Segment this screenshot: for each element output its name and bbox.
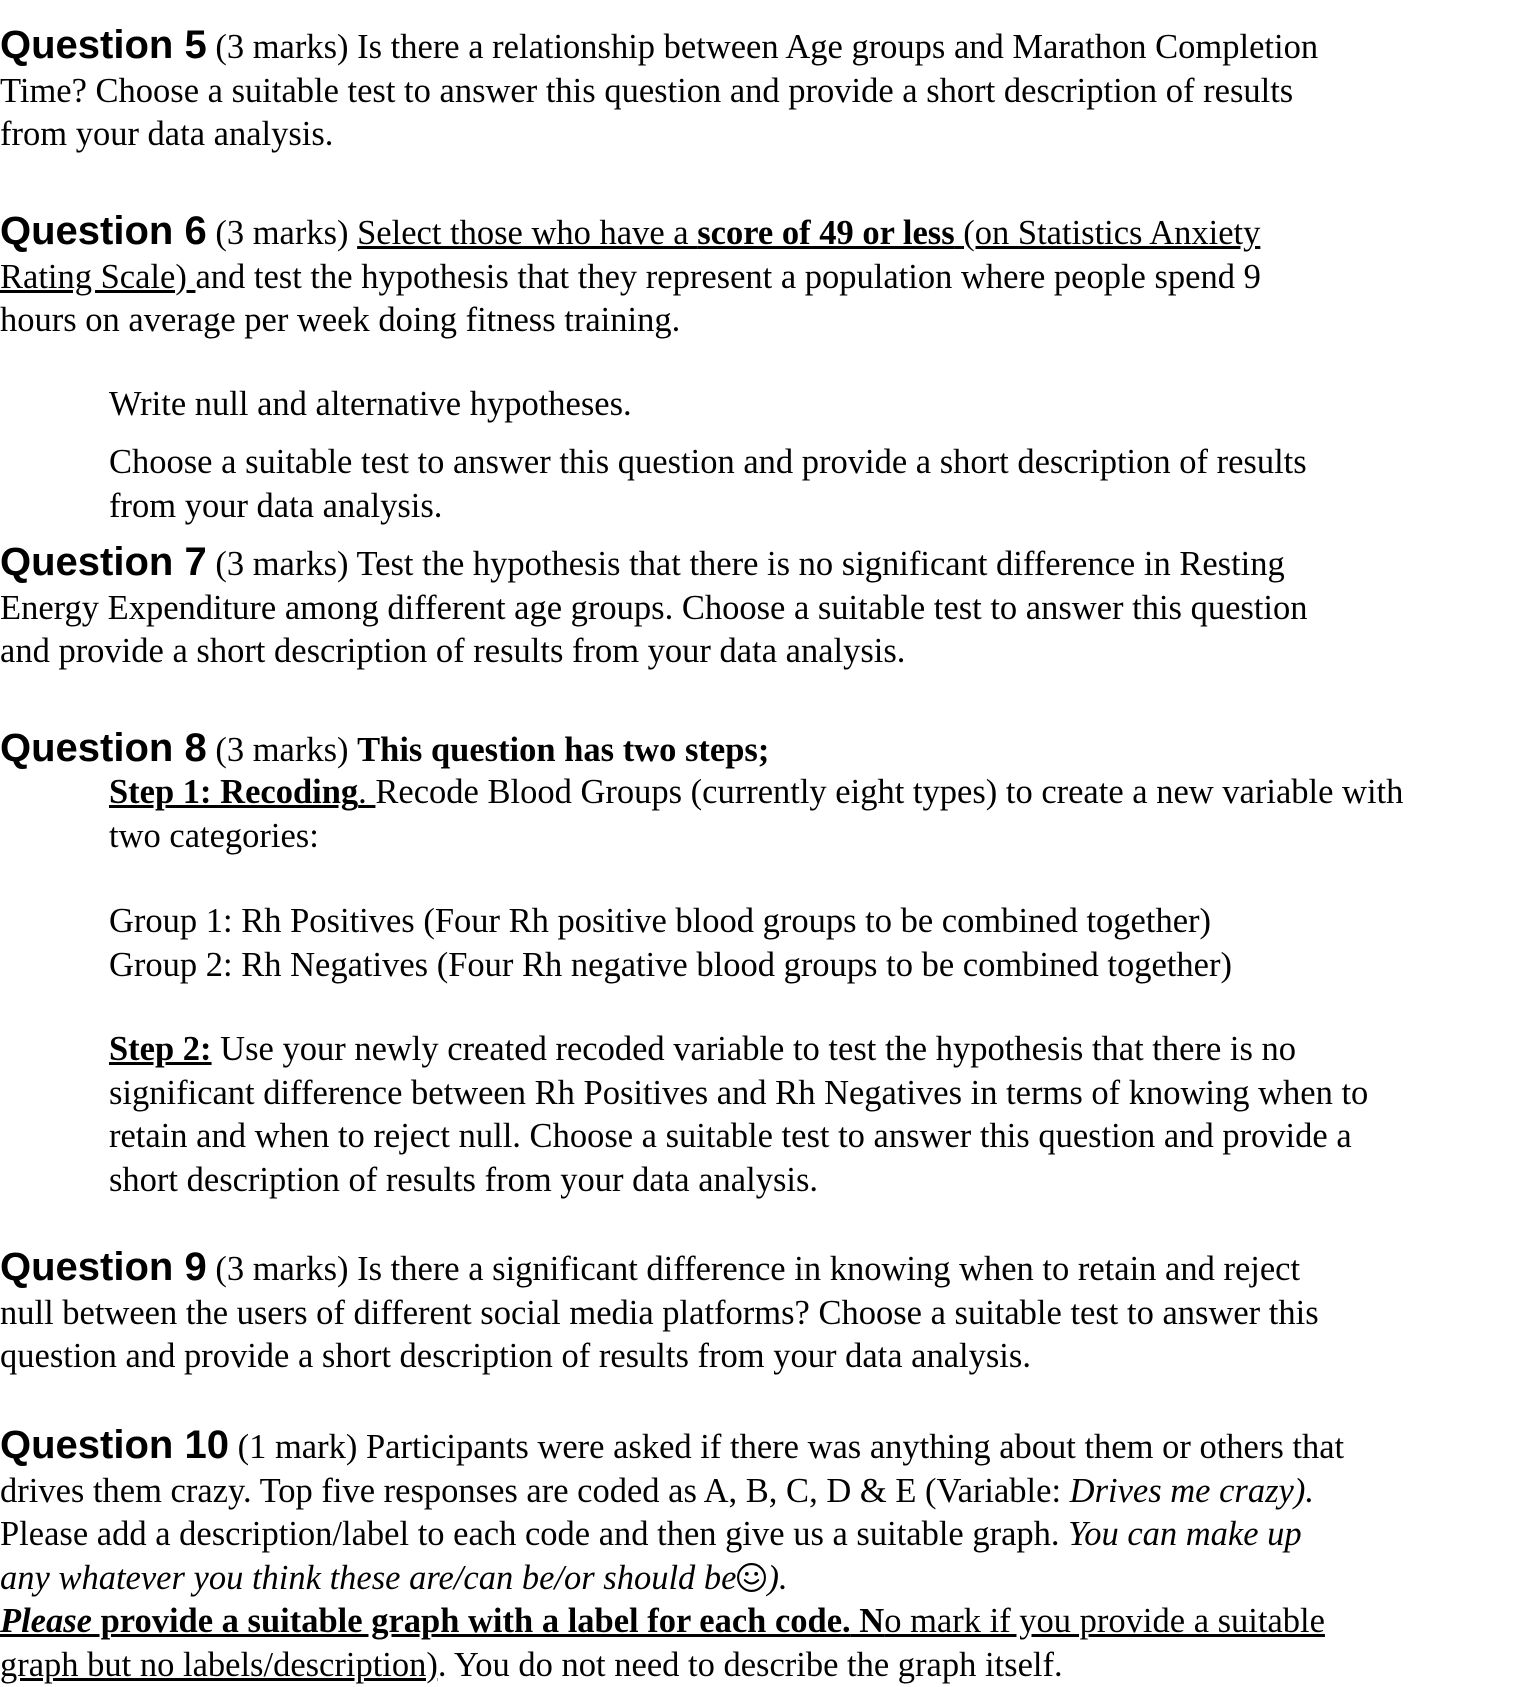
- question-7-label: Question 7: [0, 540, 207, 584]
- question-6-subtask-2: [109, 441, 1519, 528]
- question-6: [0, 210, 1515, 343]
- question-6-subtask-2-line-1: Choose a suitable test to answer this question and provide a short description of results: [109, 443, 1307, 481]
- question-8-step-1: [109, 771, 1519, 858]
- question-10: [0, 1424, 1515, 1687]
- question-8: [0, 727, 1515, 773]
- graph-requirement: provide a suitable graph with a label for each code.: [91, 1602, 851, 1640]
- step-1-label: Step 1: Recoding: [109, 773, 359, 811]
- question-9-line-2: null between the users of different social media platforms? Choose a suitable test to answer this: [0, 1293, 1319, 1332]
- question-10-label: Question 10: [0, 1423, 229, 1467]
- question-7-marks: (3 marks): [215, 545, 349, 583]
- question-8-intro: This question has two steps;: [357, 731, 770, 769]
- question-7-line-1: Test the hypothesis that there is no significant difference in Resting: [348, 545, 1285, 583]
- smiley-face-icon: [736, 1562, 767, 1593]
- group-1-definition: Group 1: Rh Positives (Four Rh positive blood groups to be combined together): [109, 902, 1211, 940]
- step-1-line-2: two categories:: [109, 816, 319, 855]
- question-6-underlined-3: Rating Scale): [0, 257, 196, 296]
- question-10-line-2: drives them crazy. Top five responses are coded as A, B, C, D & E (Variable:: [0, 1471, 1070, 1510]
- question-5-line-1: Is there a relationship between Age groups and Marathon Completion: [348, 28, 1319, 66]
- question-10-line-1: Participants were asked if there was anything about them or others that: [357, 1428, 1345, 1466]
- question-5-marks: (3 marks): [215, 28, 349, 66]
- question-6-label: Question 6: [0, 209, 207, 253]
- question-7-line-2: Energy Expenditure among different age groups. Choose a suitable test to answer this question: [0, 588, 1308, 627]
- question-8-marks: (3 marks): [215, 731, 349, 769]
- please-emphasis: Please: [0, 1602, 92, 1640]
- variable-name: Drives me crazy).: [1069, 1471, 1314, 1510]
- question-7: [0, 541, 1515, 674]
- group-2-definition: Group 2: Rh Negatives (Four Rh negative blood groups to be combined together): [109, 945, 1232, 984]
- question-6-marks: (3 marks): [215, 214, 349, 252]
- question-7-line-3: and provide a short description of results from your data analysis.: [0, 632, 906, 670]
- question-8-label: Question 8: [0, 726, 207, 770]
- question-10-italic-end: ).: [767, 1558, 788, 1597]
- step-2-label: Step 2:: [109, 1030, 212, 1068]
- question-6-underlined-1: Select those who have a: [357, 214, 698, 252]
- step-2-line-4: short description of results from your data analysis.: [109, 1160, 819, 1199]
- question-5-line-2: Time? Choose a suitable test to answer this question and provide a short description of results: [0, 71, 1294, 110]
- question-6-line-2: and test the hypothesis that they represent a population where people spend 9: [195, 257, 1261, 296]
- question-10-line-3: Please add a description/label to each code and then give us a suitable graph.: [0, 1515, 1069, 1553]
- question-9-line-3: question and provide a short description of results from your data analysis.: [0, 1337, 1031, 1375]
- step-1-line-1: Recode Blood Groups (currently eight types) to create a new variable with: [375, 773, 1404, 811]
- question-5: [0, 24, 1515, 157]
- question-5-line-3: from your data analysis.: [0, 115, 334, 153]
- question-9-marks: (3 marks): [215, 1250, 349, 1288]
- question-6-subtask-2-line-2: from your data analysis.: [109, 486, 443, 525]
- no-mark-warning-continued: graph but no labels/description): [0, 1645, 438, 1684]
- step-2-line-2: significant difference between Rh Positives and Rh Negatives in terms of knowing when to: [109, 1073, 1369, 1112]
- question-10-italic-2: any whatever you think these are/can be/or should be: [0, 1558, 737, 1597]
- question-6-underlined-2: (on Statistics Anxiety: [954, 214, 1261, 252]
- question-6-subtask-1: [109, 383, 1519, 427]
- question-10-final-note: . You do not need to describe the graph itself.: [437, 1645, 1063, 1684]
- no-mark-warning: o mark if you provide a suitable: [884, 1602, 1325, 1640]
- step-2-line-3: retain and when to reject null. Choose a suitable test to answer this question and provide a: [109, 1117, 1352, 1155]
- question-6-bold-criterion: score of 49 or less: [697, 214, 955, 252]
- question-9-line-1: Is there a significant difference in knowing when to retain and reject: [348, 1250, 1301, 1288]
- question-10-italic-1: You can make up: [1068, 1515, 1302, 1553]
- question-8-groups: [109, 900, 1519, 987]
- no-mark-initial: N: [850, 1602, 885, 1640]
- question-5-label: Question 5: [0, 23, 207, 67]
- question-6-subtask-1-text: Write null and alternative hypotheses.: [109, 385, 632, 423]
- question-9-label: Question 9: [0, 1245, 207, 1289]
- question-9: [0, 1246, 1515, 1379]
- question-6-line-3: hours on average per week doing fitness training.: [0, 301, 681, 339]
- step-1-separator: .: [358, 773, 376, 811]
- step-2-line-1: Use your newly created recoded variable to test the hypothesis that there is no: [211, 1030, 1297, 1068]
- question-8-step-2: [109, 1028, 1519, 1202]
- question-10-marks: (1 mark): [237, 1428, 358, 1466]
